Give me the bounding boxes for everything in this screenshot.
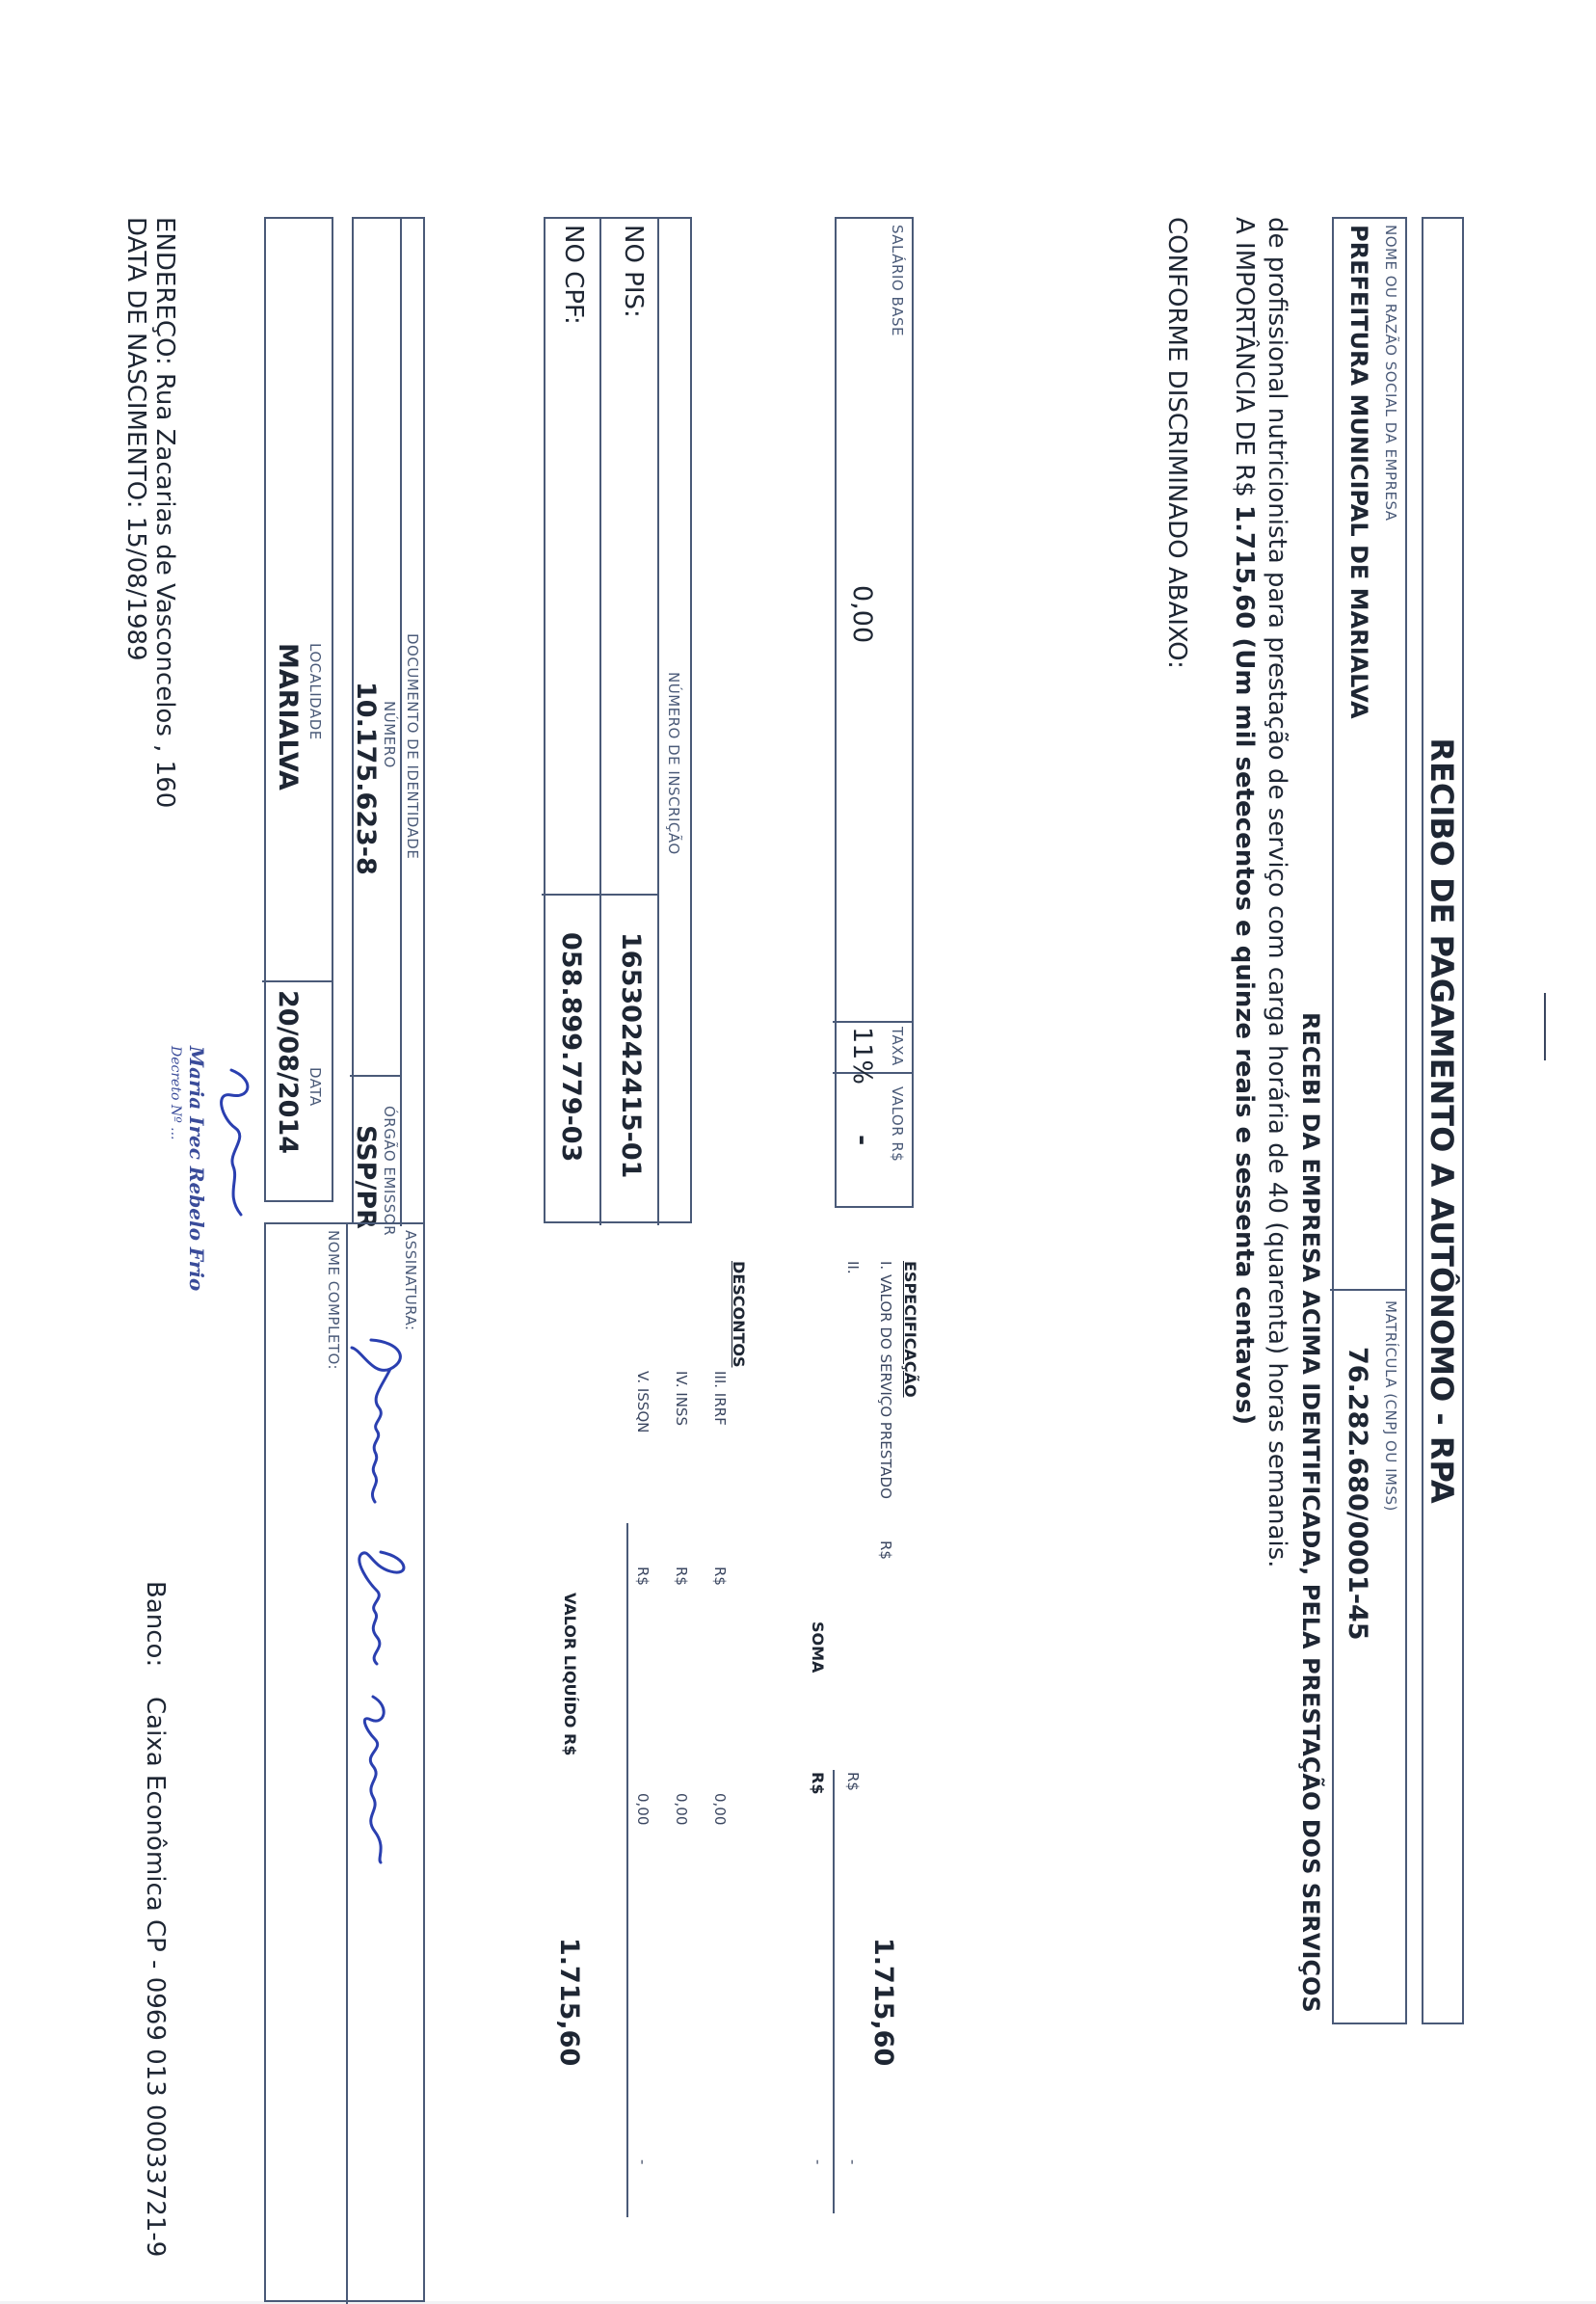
cpf-label: NO CPF: (559, 225, 588, 325)
rate-caption: TAXA (889, 1027, 906, 1066)
pis-value: 16530242415-01 (616, 932, 646, 1179)
amount-caption: VALOR R$ (889, 1086, 906, 1163)
bank-label: Banco: (141, 1581, 170, 1668)
soma-rule (833, 1770, 835, 2213)
contribution-box (835, 217, 914, 1208)
discount-row-issqn-value: 0,00 (634, 1793, 652, 1826)
spec-item-1-currency: R$ (877, 1540, 894, 1560)
signature-box (264, 1222, 425, 2302)
soma-currency: R$ (809, 1772, 827, 1795)
net-value-label: VALOR LIQUÍDO R$ (561, 1593, 579, 1756)
base-salary-caption: SALÁRIO BASE (889, 225, 906, 336)
bank-value: Caixa Econômica CP - 0969 013 00033721-9 (141, 1697, 170, 2258)
soma-label: SOMA (809, 1621, 827, 1674)
discount-row-inss-currency: R$ (673, 1567, 690, 1586)
company-box (1332, 217, 1407, 2024)
identity-box (351, 217, 425, 1237)
locality-value: MARIALVA (273, 643, 303, 790)
spec-item-2-value: - (844, 2159, 862, 2165)
title-box (1422, 217, 1464, 2024)
discount-row-issqn: V. ISSQN (634, 1371, 652, 1433)
cpf-value: 058.899.779-03 (556, 932, 586, 1163)
address-line: ENDEREÇO: Rua Zacarias de Vasconcelos , 160 (150, 217, 179, 809)
document-title: RECIBO DE PAGAMENTO A AUTÔNOMO - RPA (1423, 737, 1460, 1504)
issuer-caption: ÓRGÃO EMISSOR (381, 1106, 398, 1237)
company-name-caption: NOME OU RAZÃO SOCIAL DA EMPRESA (1382, 225, 1399, 522)
soma-value: - (810, 2159, 827, 2165)
statement-line-4: CONFORME DISCRIMINADO ABAIXO: (1162, 217, 1191, 669)
identity-number: 10.175.623-8 (351, 682, 381, 875)
locality-caption: LOCALIDADE (306, 643, 324, 740)
date-caption: DATA (306, 1067, 324, 1107)
date-value: 20/08/2014 (273, 990, 303, 1155)
spec-item-1: I. VALOR DO SERVIÇO PRESTADO (877, 1261, 894, 1499)
discounts-heading: DESCONTOS (730, 1261, 748, 1368)
discount-total: - (634, 2159, 652, 2165)
birth-date-line: DATA DE NASCIMENTO: 15/08/1989 (121, 217, 150, 661)
issuer-value: SSP/PR (351, 1125, 381, 1229)
amount-in-words: 1.715,60 (Um mil setecentos e quinze reais e sessenta centavos) (1230, 505, 1259, 1426)
discount-row-issqn-currency: R$ (634, 1567, 652, 1586)
amount-prefix: A IMPORTÂNCIA DE R$ (1230, 217, 1259, 506)
signature-image (344, 1330, 419, 1870)
company-reg-caption: MATRÍCULA (CNPJ OU IMSS) (1382, 1300, 1399, 1512)
spec-item-2-currency: R$ (844, 1772, 862, 1791)
spec-heading: ESPECIFICAÇÃO (901, 1261, 919, 1398)
discount-row-irrf-currency: R$ (711, 1567, 729, 1586)
rate-value: 11% (847, 1027, 877, 1085)
discount-row-inss-value: 0,00 (673, 1793, 690, 1826)
discount-row-irrf: III. IRRF (711, 1371, 729, 1426)
registration-box (544, 217, 692, 1223)
stamp-name: Maria Irec Rebelo Frio (185, 1046, 208, 1292)
company-name: PREFEITURA MUNICIPAL DE MARIALVA (1345, 225, 1372, 719)
statement-line-2: de profissional nutricionista para prestação de serviço com carga horária de 40 (quarenta) horas semanais. (1263, 217, 1291, 1568)
amount-value: - (847, 1135, 877, 1146)
stamp-signature-image (202, 1060, 260, 1224)
discount-rule (626, 1523, 628, 2217)
identity-number-caption: NÚMERO (381, 701, 398, 768)
spec-item-1-value: 1.715,60 (868, 1938, 898, 2067)
pis-label: NO PIS: (619, 225, 648, 318)
statement-line-1: RECEBI DA EMPRESA ACIMA IDENTIFICADA, PELA PRESTAÇÃO DOS SERVIÇOS (1297, 1012, 1324, 2013)
signature-caption: ASSINATURA: (402, 1230, 419, 1331)
statement-line-3 (1230, 217, 1259, 1425)
identity-caption: DOCUMENTO DE IDENTIDADE (404, 633, 421, 860)
stamp-role: Decreto Nº ... (168, 1046, 183, 1140)
locality-box (264, 217, 333, 1202)
net-value: 1.715,60 (554, 1938, 584, 2067)
base-salary-value: 0,00 (847, 585, 877, 644)
spec-item-2: II. (844, 1261, 862, 1274)
company-reg: 76.282.680/0001-45 (1343, 1347, 1372, 1641)
pen-mark (1544, 993, 1546, 1060)
full-name-caption: NOME COMPLETO: (325, 1230, 342, 1371)
registration-caption: NÚMERO DE INSCRIÇÃO (665, 672, 682, 855)
discount-row-inss: IV. INSS (673, 1371, 690, 1426)
discount-row-irrf-value: 0,00 (711, 1793, 729, 1826)
